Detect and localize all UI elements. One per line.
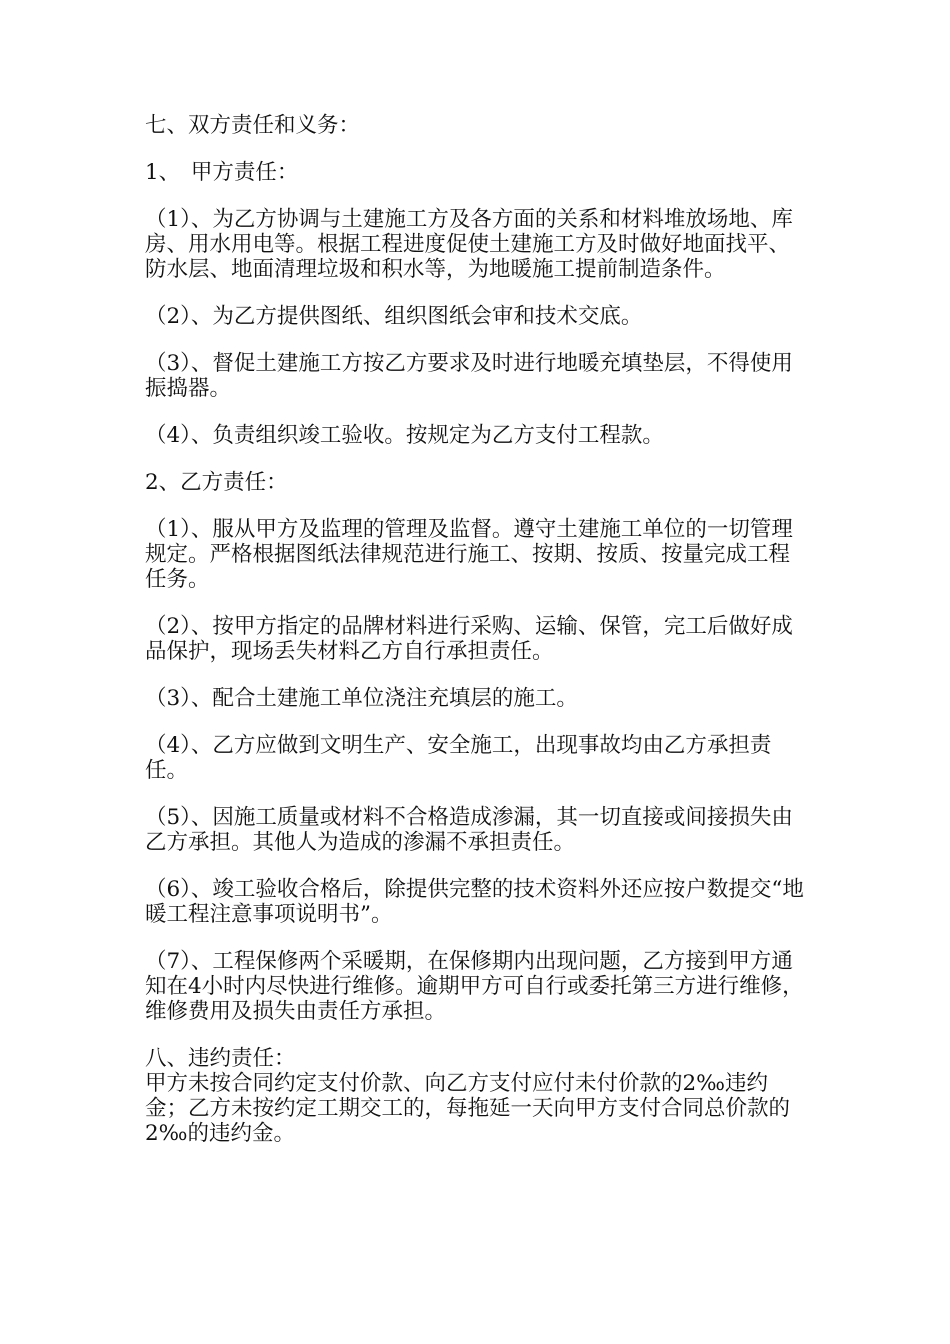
party-a-item-4: （4）、负责组织竣工验收。按规定为乙方支付工程款。 xyxy=(145,423,664,448)
party-b-item-4: （4）、乙方应做到文明生产、安全施工，出现事故均由乙方承担责任。 xyxy=(145,733,772,783)
party-b-item-5: （5）、因施工质量或材料不合格造成渗漏，其一切直接或间接损失由乙方承担。其他人为造成的渗漏不承担责任。 xyxy=(145,805,793,855)
document-page xyxy=(145,113,810,1168)
party-a-item-3: （3）、督促土建施工方按乙方要求及时进行地暖充填垫层，不得使用振捣器。 xyxy=(145,351,793,401)
party-b-item-2: （2）、按甲方指定的品牌材料进行采购、运输、保管，完工后做好成品保护，现场丢失材料乙方自行承担责任。 xyxy=(145,614,793,664)
party-a-item-2: （2）、为乙方提供图纸、组织图纸会审和技术交底。 xyxy=(145,304,643,329)
party-a-heading: 1、 甲方责任： xyxy=(145,160,299,185)
party-b-item-7: （7）、工程保修两个采暖期，在保修期内出现问题，乙方接到甲方通知在4小时内尽快进行维修。逾期甲方可自行或委托第三方进行维修，维修费用及损失由责任方承担。 xyxy=(145,949,804,1024)
party-b-item-6: （6）、竣工验收合格后，除提供完整的技术资料外还应按户数提交“地暖工程注意事项说明书”。 xyxy=(145,877,804,927)
party-b-item-3: （3）、配合土建施工单位浇注充填层的施工。 xyxy=(145,686,578,711)
party-b-item-1: （1）、服从甲方及监理的管理及监督。遵守土建施工单位的一切管理规定。严格根据图纸法律规范进行施工、按期、按质、按量完成工程任务。 xyxy=(145,517,793,592)
party-b-heading: 2、乙方责任： xyxy=(145,470,288,495)
section-8-title: 八、违约责任： xyxy=(145,1046,296,1071)
party-a-item-1: （1）、为乙方协调与土建施工方及各方面的关系和材料堆放场地、库房、用水用电等。根据工程进度促使土建施工方及时做好地面找平、防水层、地面清理垃圾和积水等，为地暖施工提前制造条件。 xyxy=(145,207,793,282)
section-7-title: 七、双方责任和义务： xyxy=(145,113,361,138)
section-8-body: 甲方未按合同约定支付价款、向乙方支付应付未付价款的2‰违约金；乙方未按约定工期交工的，每拖延一天向甲方支付合同总价款的2‰的违约金。 xyxy=(145,1071,791,1146)
